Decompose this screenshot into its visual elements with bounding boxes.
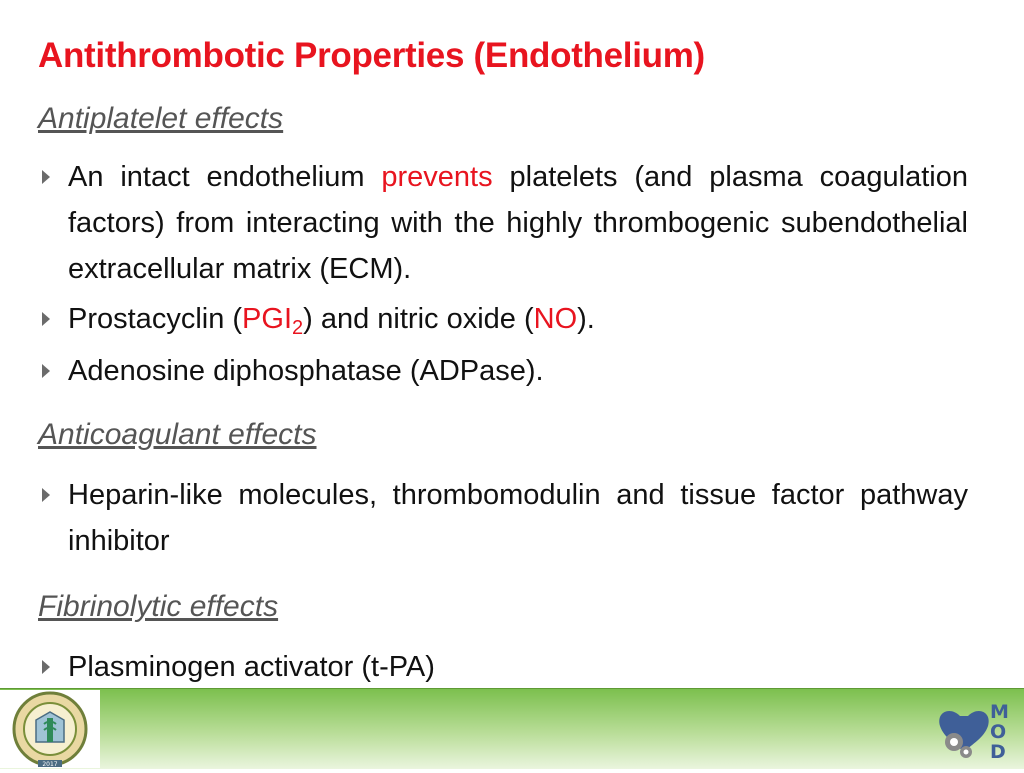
highlight-no: NO xyxy=(533,303,578,335)
bullet-text: Prostacyclin $(PGI_2)$ and nitric oxide (NO). xyxy=(68,303,595,339)
bullet-text: Heparin-like molecules, thrombomodulin and tissue factor pathway inhibitor xyxy=(68,479,968,557)
bullet-text: Adenosine diphosphatase (ADPase). xyxy=(68,355,544,387)
section-heading-fibrinolytic: Fibrinolytic effects xyxy=(38,590,279,623)
bullet-item xyxy=(38,296,968,351)
section-heading-anticoagulant: Anticoagulant effects xyxy=(38,418,317,451)
bullet-text: An intact endothelium prevents platelets (and plasma coagulation factors) from interacting with the highly thrombogenic subendothelial extracellular matrix (ECM). xyxy=(68,161,968,285)
arrow-right-icon xyxy=(42,170,50,184)
bullet-text: Plasminogen activator (t-PA) xyxy=(68,651,435,683)
svg-text:2017: 2017 xyxy=(42,761,58,768)
highlight-prevents: prevents xyxy=(381,161,493,193)
page-title: Antithrombotic Properties (Endothelium) xyxy=(38,36,705,75)
svg-text:M: M xyxy=(990,701,1009,723)
section-heading-antiplatelet: Antiplatelet effects xyxy=(38,102,284,135)
bullet-item xyxy=(38,472,968,564)
svg-text:O: O xyxy=(990,721,1007,743)
arrow-right-icon xyxy=(42,312,50,326)
bullet-item xyxy=(38,154,968,292)
arrow-right-icon xyxy=(42,660,50,674)
mod-logo-icon xyxy=(932,700,1010,762)
arrow-right-icon xyxy=(42,488,50,502)
arrow-right-icon xyxy=(42,364,50,378)
university-seal-icon xyxy=(0,690,100,768)
bullet-item xyxy=(38,644,968,690)
footer-bar xyxy=(0,688,1024,769)
svg-text:D: D xyxy=(990,741,1006,762)
bullet-item xyxy=(38,348,968,394)
highlight-pgi: $PGI_2$ xyxy=(242,303,304,339)
